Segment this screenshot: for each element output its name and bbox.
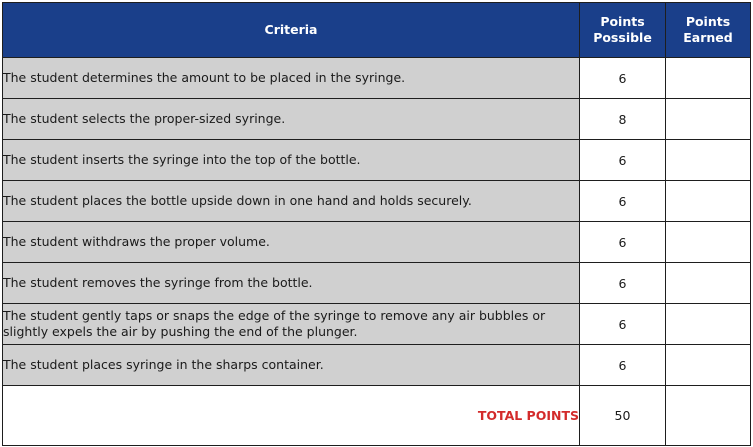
points-earned-cell[interactable] bbox=[666, 140, 751, 181]
points-possible-cell: 6 bbox=[580, 222, 666, 263]
criteria-cell: The student removes the syringe from the bottle. bbox=[3, 263, 580, 304]
points-possible-cell: 6 bbox=[580, 263, 666, 304]
criteria-cell: The student inserts the syringe into the top of the bottle. bbox=[3, 140, 580, 181]
grading-rubric-table bbox=[2, 2, 751, 446]
points-possible-cell: 6 bbox=[580, 140, 666, 181]
criteria-cell: The student places the bottle upside down in one hand and holds securely. bbox=[3, 181, 580, 222]
table-row bbox=[3, 304, 751, 345]
points-earned-cell[interactable] bbox=[666, 263, 751, 304]
points-earned-header: Points Earned bbox=[666, 3, 751, 58]
header-row bbox=[3, 3, 751, 58]
table-row bbox=[3, 181, 751, 222]
points-possible-cell: 6 bbox=[580, 304, 666, 345]
criteria-header: Criteria bbox=[3, 3, 580, 58]
points-earned-cell[interactable] bbox=[666, 304, 751, 345]
criteria-cell: The student places syringe in the sharps container. bbox=[3, 345, 580, 386]
criteria-cell: The student determines the amount to be placed in the syringe. bbox=[3, 58, 580, 99]
criteria-cell: The student gently taps or snaps the edge of the syringe to remove any air bubbles or slightly expels the air by pushing the end of the plunger. bbox=[3, 304, 580, 345]
criteria-cell: The student withdraws the proper volume. bbox=[3, 222, 580, 263]
points-possible-cell: 6 bbox=[580, 345, 666, 386]
total-points-possible: 50 bbox=[580, 386, 666, 446]
total-points-label: TOTAL POINTS bbox=[3, 386, 580, 446]
table-row bbox=[3, 58, 751, 99]
table-row bbox=[3, 99, 751, 140]
table-row bbox=[3, 345, 751, 386]
points-earned-cell[interactable] bbox=[666, 99, 751, 140]
total-points-earned[interactable] bbox=[666, 386, 751, 446]
points-earned-cell[interactable] bbox=[666, 345, 751, 386]
criteria-cell: The student selects the proper-sized syringe. bbox=[3, 99, 580, 140]
points-earned-cell[interactable] bbox=[666, 181, 751, 222]
table-row bbox=[3, 222, 751, 263]
total-row bbox=[3, 386, 751, 446]
table-row bbox=[3, 263, 751, 304]
points-earned-cell[interactable] bbox=[666, 222, 751, 263]
points-possible-cell: 6 bbox=[580, 58, 666, 99]
points-possible-cell: 8 bbox=[580, 99, 666, 140]
points-possible-cell: 6 bbox=[580, 181, 666, 222]
points-possible-header: Points Possible bbox=[580, 3, 666, 58]
table-row bbox=[3, 140, 751, 181]
points-earned-cell[interactable] bbox=[666, 58, 751, 99]
